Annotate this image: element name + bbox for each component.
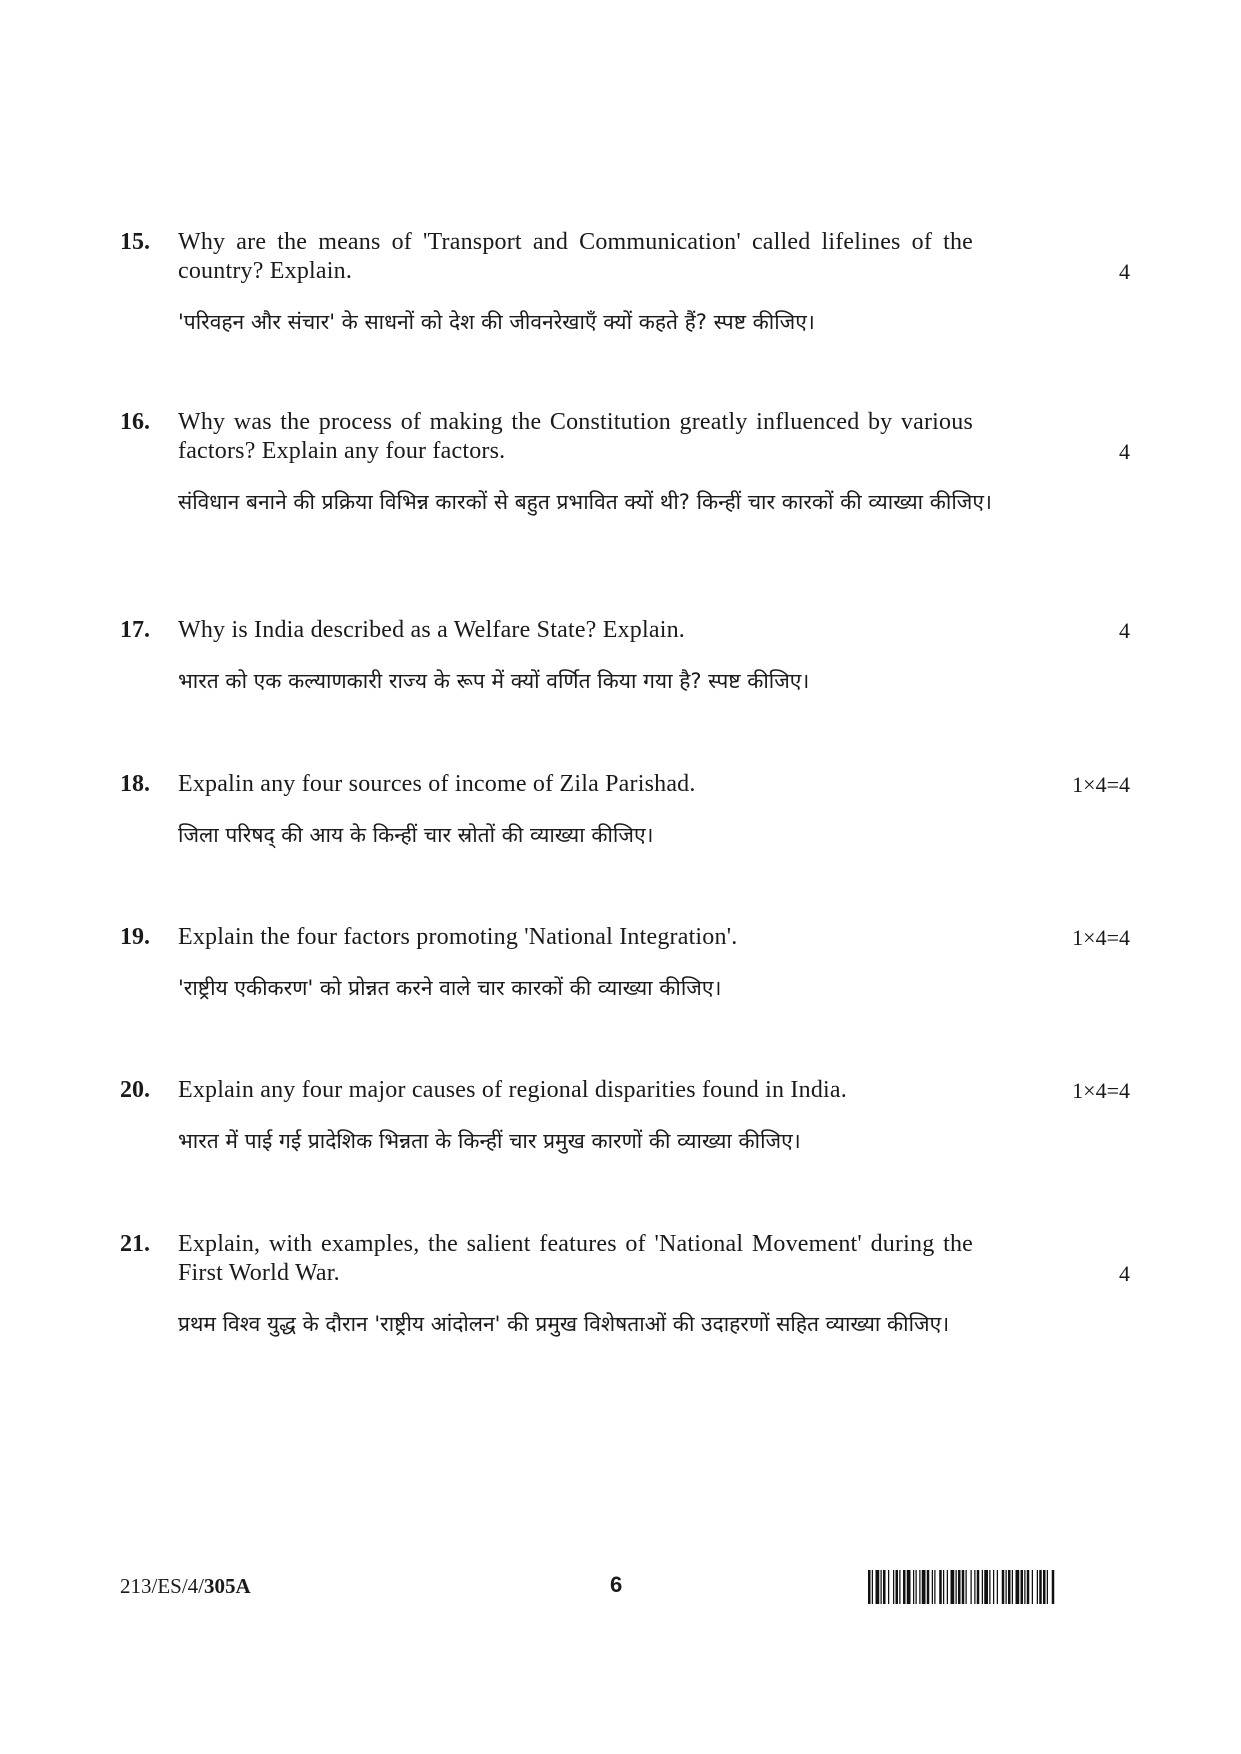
paper-code [120, 1574, 251, 1599]
question-text-english: Explain any four major causes of regional disparities found in India. [178, 1077, 847, 1103]
question-marks: 1×4=4 [1072, 925, 1130, 950]
question-17 [120, 616, 1130, 699]
question-marks: 4 [1119, 1261, 1130, 1286]
question-text-english: Expalin any four sources of income of Zila Parishad. [178, 771, 696, 797]
question-text-hindi: भारत में पाई गई प्रादेशिक भिन्नता के किन्हीं चार प्रमुख कारणों की व्याख्या कीजिए। [178, 1129, 801, 1153]
question-text-hindi: जिला परिषद् की आय के किन्हीं चार स्रोतों की व्याख्या कीजिए। [178, 823, 654, 847]
question-number: 15. [120, 229, 150, 255]
paper-code-bold: 305A [204, 1574, 251, 1598]
question-text-english: Explain, with examples, the salient features of 'National Movement' during the First World War. [178, 1231, 973, 1286]
question-text-hindi: 'राष्ट्रीय एकीकरण' को प्रोन्नत करने वाले चार कारकों की व्याख्या कीजिए। [178, 976, 722, 1000]
question-18 [120, 770, 1130, 853]
question-text-english: Explain the four factors promoting 'National Integration'. [178, 924, 738, 950]
question-number: 16. [120, 409, 150, 435]
page-number: 6 [610, 1572, 623, 1597]
question-number: 19. [120, 924, 150, 950]
question-number: 20. [120, 1077, 150, 1103]
paper-code-prefix: 213/ES/4/ [120, 1574, 205, 1598]
question-16 [120, 408, 1130, 520]
question-number: 21. [120, 1231, 150, 1257]
question-marks: 1×4=4 [1072, 772, 1130, 797]
question-15 [120, 228, 1130, 340]
question-19 [120, 923, 1130, 1006]
question-number: 18. [120, 771, 150, 797]
question-text-english: Why is India described as a Welfare State? Explain. [178, 617, 685, 643]
question-marks: 1×4=4 [1072, 1078, 1130, 1103]
page-footer [120, 1570, 1130, 1604]
question-20 [120, 1076, 1130, 1159]
question-marks: 4 [1119, 618, 1130, 643]
question-text-hindi: संविधान बनाने की प्रक्रिया विभिन्न कारकों से बहुत प्रभावित क्यों थी? किन्हीं चार कारकों की व्याख्या कीजिए। [178, 490, 992, 514]
question-text-hindi: भारत को एक कल्याणकारी राज्य के रूप में क्यों वर्णित किया गया है? स्पष्ट कीजिए। [178, 669, 810, 693]
question-text-english: Why are the means of 'Transport and Communication' called lifelines of the country? Explain. [178, 229, 973, 284]
question-number: 17. [120, 617, 150, 643]
question-marks: 4 [1119, 259, 1130, 284]
question-text-hindi: प्रथम विश्व युद्ध के दौरान 'राष्ट्रीय आंदोलन' की प्रमुख विशेषताओं की उदाहरणों सहित व्याख्या कीजिए। [178, 1312, 950, 1336]
question-text-english: Why was the process of making the Constitution greatly influenced by various factors? Explain any four factors. [178, 409, 973, 464]
question-marks: 4 [1119, 439, 1130, 464]
question-text-hindi: 'परिवहन और संचार' के साधनों को देश की जीवनरेखाएँ क्यों कहते हैं? स्पष्ट कीजिए। [178, 310, 815, 334]
question-21 [120, 1230, 1130, 1342]
barcode-image [868, 1570, 1130, 1604]
